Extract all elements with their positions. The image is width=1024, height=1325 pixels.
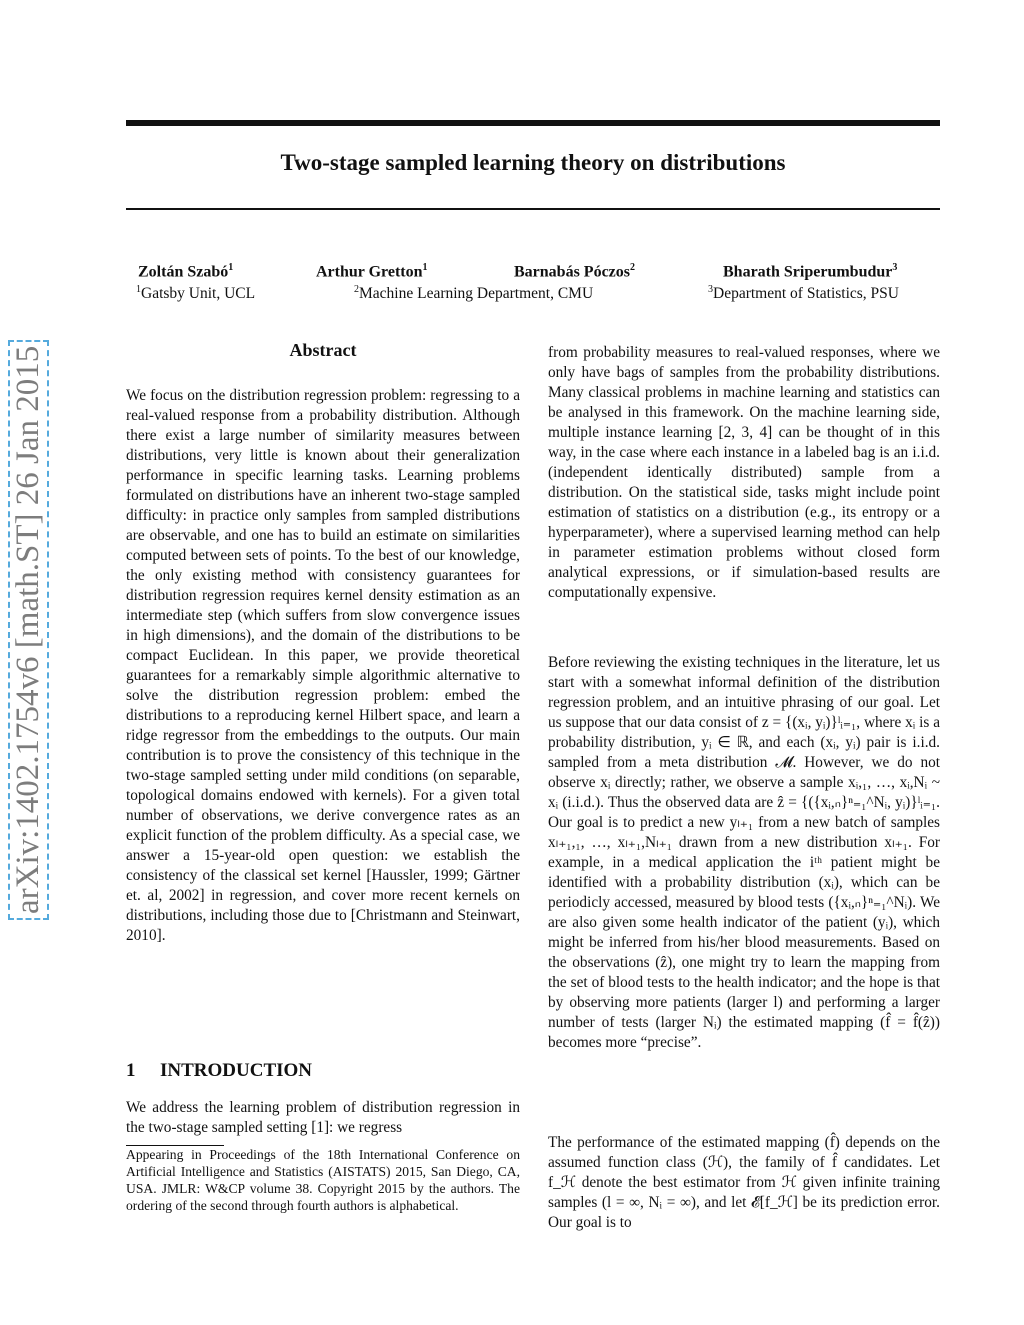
section-heading-introduction [126, 1060, 312, 1082]
author-2: Arthur Gretton$^1$ [316, 262, 428, 281]
right-paragraph-2: Before reviewing the existing techniques in the literature, let us start with a somewhat informal definition of the distribution regression problem, and an intuitive phrasing of our goal. Let us suppose that our data consist of z = {(xᵢ, yᵢ)}ˡᵢ₌₁, where xᵢ is a probability distribution, yᵢ ∈ ℝ, and each (xᵢ, yᵢ) pair is i.i.d. sampled from a meta distribution 𝓜. However, we do not observe xᵢ directly; rather, we observe a sample xᵢ,₁, …, xᵢ,Nᵢ ~ xᵢ (i.i.d.). Thus the observed data are ẑ = {({xᵢ,ₙ}ⁿ₌₁^Nᵢ, yᵢ)}ˡᵢ₌₁. Our goal is to predict a new yₗ₊₁ from a new batch of samples xₗ₊₁,₁, …, xₗ₊₁,Nₗ₊₁ drawn from a new distribution xₗ₊₁. For example, in a medical application the iᵗʰ patient might be identified with a probability distribution (xᵢ), which can be periodicly accessed, measured by blood tests ({xᵢ,ₙ}ⁿ₌₁^Nᵢ). We are also given some health indicator of the patient (yᵢ), which might be inferred from his/her blood measurements. Based on the observations (ẑ), one might try to learn the mapping from the set of blood tests to the health indicator; and the hope is that by observing more patients (larger l) and performing a larger number of tests (larger Nᵢ) the estimated mapping (f̂ = f̂(ẑ)) becomes more “precise”. [548, 654, 940, 1051]
abstract-heading: Abstract [289, 340, 357, 360]
footnote: Appearing in Proceedings of the 18th International Conference on Artificial Intelligence and Statistics (AISTATS) 2015, San Diego, CA, USA. JMLR: W&CP volume 38. Copyright 2015 by the authors. The ordering of the second through fourth authors is alphabetical. [126, 1147, 520, 1213]
author-3: Barnabás Póczos$^2$ [514, 262, 635, 281]
author-1: Zoltán Szabó$^1$ [138, 262, 234, 281]
paper-title: Two-stage sampled learning theory on distributions [280, 150, 786, 175]
title-rule-top [126, 120, 940, 126]
section-title: INTRODUCTION [160, 1060, 313, 1081]
affiliation-3: $^3$Department of Statistics, PSU [708, 284, 899, 303]
affiliation-2: $^2$Machine Learning Department, CMU [354, 284, 594, 303]
title-rule-bottom [126, 208, 940, 210]
intro-paragraph: We address the learning problem of distribution regression in the two-stage sampled setting [1]: we regress [126, 1099, 520, 1136]
right-paragraph-1: from probability measures to real-valued responses, where we only have bags of samples from the probability distributions. Many classical problems in machine learning and statistics can be analysed in this framework. On the machine learning side, multiple instance learning [2, 3, 4] can be thought of in this way, in the case where each instance in a labeled bag is an i.i.d. (independent identically distributed) sample from a distribution. On the statistical side, tasks might include point estimation of statistics on a distribution (e.g., its entropy or a hyperparameter), where a supervised learning method can help in parameter estimation problems without closed form analytical expressions, or if simulation-based results are computationally expensive. [548, 344, 940, 601]
right-paragraph-3: The performance of the estimated mapping (f̂) depends on the assumed function class (ℋ), the family of f̂ candidates. Let f_ℋ denote the best estimator from ℋ given infinite training samples (l = ∞, Nᵢ = ∞), and let 𝓔[f_ℋ] be its prediction error. Our goal is to [548, 1134, 940, 1231]
section-number: 1 [126, 1060, 136, 1081]
affiliation-1: $^1$Gatsby Unit, UCL [136, 284, 256, 303]
author-4: Bharath Sriperumbudur$^3$ [723, 262, 898, 281]
abstract-text: We focus on the distribution regression problem: regressing to a real-valued response from a probability distribution. Although there exist a large number of similarity measures between distributions, very little is known about their generalization performance in specific learning tasks. Learning problems formulated on distributions have an inherent two-stage sampled difficulty: in practice only samples from sampled distributions are observable, and one has to build an estimate on similarities computed between sets of points. To the best of our knowledge, the only existing method with consistency guarantees for distribution regression requires kernel density estimation as an intermediate step (which suffers from slow convergence issues in high dimensions), and the domain of the distributions to be compact Euclidean. In this paper, we provide theoretical guarantees for a remarkably simple algorithmic alternative to solve the distribution regression problem: embed the distributions to a reproducing kernel Hilbert space, and learn a ridge regressor from the embeddings to the outputs. Our main contribution is to prove the consistency of this technique in the two-stage sampled setting under mild conditions (on separable, topological domains endowed with kernels). For a given total number of observations, we derive convergence rates as an explicit function of the problem difficulty. As a special case, we answer a 15-year-old open question: we establish the consistency of the classical set kernel [Haussler, 1999; Gärtner et. al, 2002] in regression, and cover more recent kernels on distributions, including those due to [Christmann and Steinwart, 2010]. [126, 387, 520, 944]
arxiv-stamp[interactable]: arXiv:1402.1754v6 [math.ST] 26 Jan 2015 [8, 340, 49, 920]
